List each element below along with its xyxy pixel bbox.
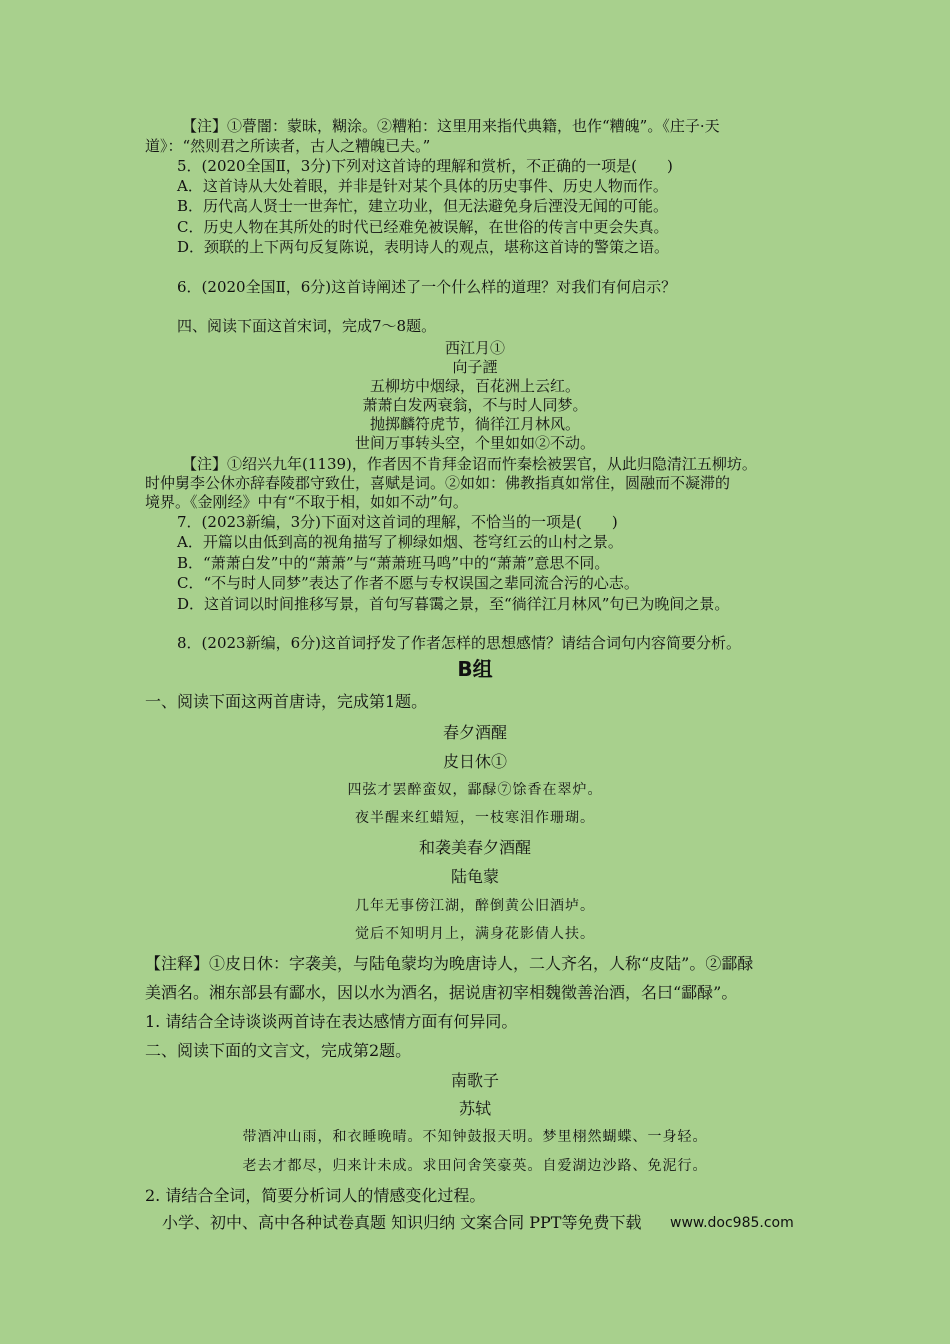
poem-line: 五柳坊中烟绿，百花洲上云红。 xyxy=(369,377,580,395)
section-intro: 四、阅读下面这首宋词，完成7～8题。 xyxy=(177,317,437,335)
poem-line: 萧萧白发两衰翁，不与时人同梦。 xyxy=(362,396,588,414)
poem-line: 几年无事傍江湖，醉倒黄公旧酒垆。 xyxy=(355,898,595,914)
footer-link[interactable]: www.doc985.com xyxy=(670,1215,794,1231)
poem-title: 春夕酒醒 xyxy=(442,723,507,742)
note-line: 境界。《金刚经》中有“不取于相，如如不动”句。 xyxy=(145,493,468,511)
poem-line: 夜半醒来红蜡短，一枝寒泪作珊瑚。 xyxy=(355,810,595,826)
section-intro: 一、阅读下面这两首唐诗，完成第1题。 xyxy=(145,692,428,711)
section-intro: 二、阅读下面的文言文，完成第2题。 xyxy=(145,1041,412,1060)
question-5-stem: 5．(2020全国Ⅱ，3分)下列对这首诗的理解和赏析，不正确的一项是( ) xyxy=(177,157,673,175)
question-7-option: A．开篇以由低到高的视角描写了柳绿如烟、苍穹红云的山村之景。 xyxy=(177,533,623,551)
question-1: 1. 请结合全诗谈谈两首诗在表达感情方面有何异同。 xyxy=(145,1012,518,1031)
poem-title: 南歌子 xyxy=(450,1071,499,1090)
question-6: 6．(2020全国Ⅱ，6分)这首诗阐述了一个什么样的道理？对我们有何启示？ xyxy=(177,278,677,296)
poem-author: 向子諲 xyxy=(452,358,498,376)
poem-title: 和袭美春夕酒醒 xyxy=(418,838,531,857)
poem-line: 觉后不知明月上，满身花影倩人扶。 xyxy=(355,926,595,942)
question-7-option: D．这首词以时间推移写景，首句写暮霭之景，至“徜徉江月林风”句已为晚间之景。 xyxy=(177,595,730,613)
note-line: 道》：“然则君之所读者，古人之糟魄已夫。” xyxy=(145,137,431,155)
poem-line: 带酒冲山雨，和衣睡晚晴。不知钟鼓报天明。梦里栩然蝴蝶、一身轻。 xyxy=(242,1129,708,1145)
poem-author: 皮日休① xyxy=(442,752,507,771)
question-8: 8．(2023新编，6分)这首词抒发了作者怎样的思想感情？请结合词句内容简要分析。 xyxy=(177,634,741,652)
question-2: 2. 请结合全词，简要分析词人的情感变化过程。 xyxy=(145,1186,486,1205)
note-line: 【注】①瞢闇：蒙昧，糊涂。②糟粕：这里用来指代典籍，也作“糟魄”。《庄子·天 xyxy=(182,117,720,135)
question-5-option: B．历代高人贤士一世奔忙，建立功业，但无法避免身后湮没无闻的可能。 xyxy=(177,197,669,215)
question-7-stem: 7．(2023新编，3分)下面对这首词的理解，不恰当的一项是( ) xyxy=(177,513,618,531)
question-5-option: C．历史人物在其所处的时代已经难免被误解，在世俗的传言中更会失真。 xyxy=(177,218,669,236)
poem-line: 老去才都尽，归来计未成。求田问舍笑豪英。自爱湖边沙路、免泥行。 xyxy=(242,1158,708,1174)
footer-text: 小学、初中、高中各种试卷真题 知识归纳 文案合同 PPT等免费下载 xyxy=(162,1213,642,1232)
question-5-option: D．颈联的上下两句反复陈说，表明诗人的观点，堪称这首诗的警策之语。 xyxy=(177,238,670,256)
question-5-option: A．这首诗从大处着眼，并非是针对某个具体的历史事件、历史人物而作。 xyxy=(177,177,668,195)
question-7-option: B．“萧萧白发”中的“萧萧”与“萧萧班马鸣”中的“萧萧”意思不同。 xyxy=(177,554,610,572)
question-7-option: C．“不与时人同梦”表达了作者不愿与专权误国之辈同流合污的心志。 xyxy=(177,574,639,592)
note-line: 美酒名。湘东部县有酃水，因以水为酒名，据说唐初宰相魏徵善治酒，名曰“酃醁”。 xyxy=(145,983,738,1002)
poem-line: 抛掷麟符虎节，徜徉江月林风。 xyxy=(369,415,580,433)
note-line: 【注释】①皮日休：字袭美，与陆龟蒙均为晚唐诗人，二人齐名，人称“皮陆”。②酃醁 xyxy=(145,954,754,973)
note-line: 时仲舅李公休亦辞春陵郡守致仕，喜赋是词。②如如：佛教指真如常住，圆融而不凝滞的 xyxy=(145,474,731,492)
group-heading: B组 xyxy=(457,657,493,681)
note-line: 【注】①绍兴九年(1139)，作者因不肯拜金诏而忤秦桧被罢官，从此归隐清江五柳坊。 xyxy=(182,455,757,473)
poem-line: 世间万事转头空，个里如如②不动。 xyxy=(354,434,595,452)
poem-title: 西江月① xyxy=(444,339,505,357)
poem-line: 四弦才罢醉蛮奴，酃醁⑦馀香在翠炉。 xyxy=(347,782,603,798)
poem-author: 苏轼 xyxy=(458,1099,491,1118)
poem-author: 陆龟蒙 xyxy=(450,867,499,886)
